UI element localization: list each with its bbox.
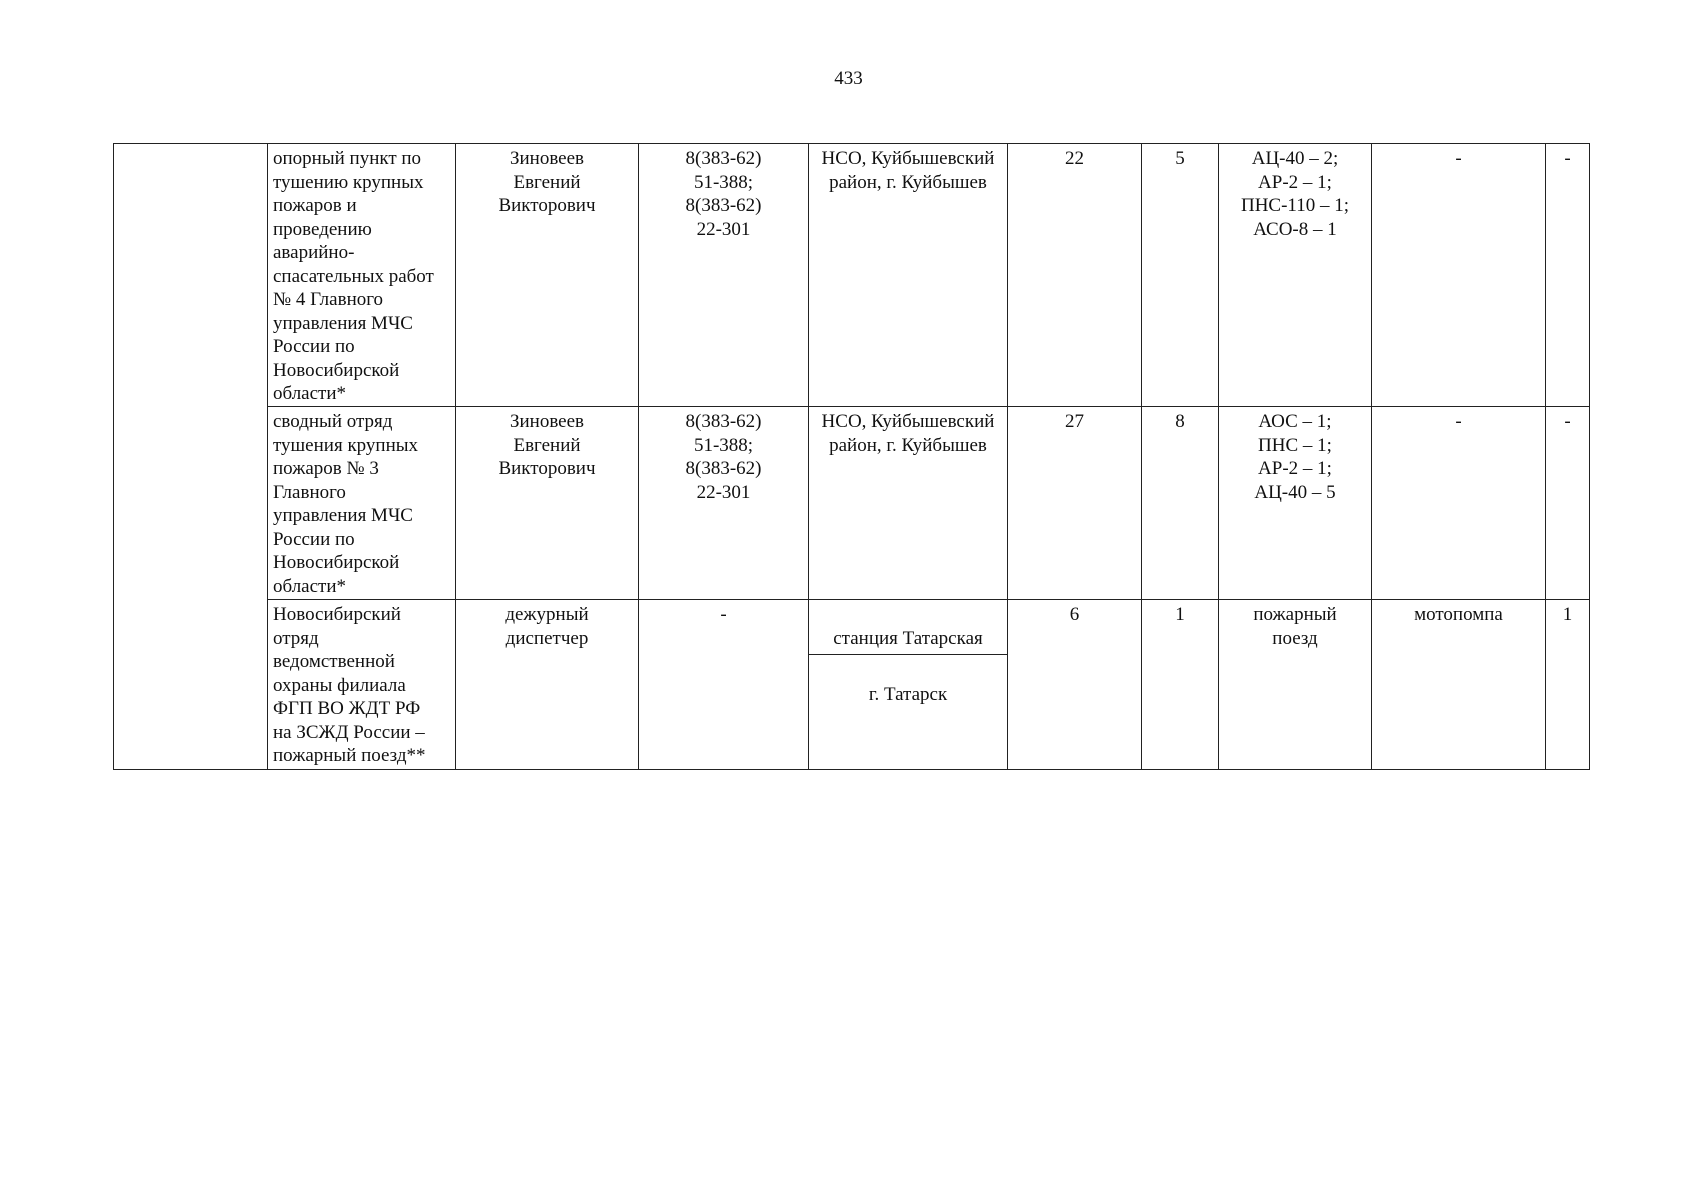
extra-equipment-cell: - (1372, 144, 1546, 407)
table-row (114, 407, 1590, 600)
table-row (114, 600, 1590, 770)
location-station: станция Татарская (809, 627, 1007, 656)
table-row (114, 144, 1590, 407)
phone-cell: 8(383-62) 51-388; 8(383-62) 22-301 (639, 144, 809, 407)
extra-count-cell: - (1546, 407, 1590, 600)
location-cell: НСО, Куйбышевский район, г. Куйбышев (809, 407, 1008, 600)
unit-name-cell: сводный отряд тушения крупных пожаров № 3 Главного управления МЧС России по Новосибирской области* (268, 407, 456, 600)
staff-count-cell: 6 (1008, 600, 1142, 770)
location-cell: НСО, Куйбышевский район, г. Куйбышев (809, 144, 1008, 407)
extra-count-cell: 1 (1546, 600, 1590, 770)
extra-equipment-cell: мотопомпа (1372, 600, 1546, 770)
page-number: 433 (834, 68, 863, 89)
extra-equipment-cell: - (1372, 407, 1546, 600)
shift-count-cell: 5 (1142, 144, 1219, 407)
units-table (113, 143, 1590, 770)
unit-name-cell: опорный пункт по тушению крупных пожаров и проведению аварийно- спасательных работ № 4 Главного управления МЧС России по Новосибирской области* (268, 144, 456, 407)
extra-count-cell: - (1546, 144, 1590, 407)
equipment-cell: АОС – 1; ПНС – 1; АР-2 – 1; АЦ-40 – 5 (1219, 407, 1372, 600)
head-name-cell: дежурный диспетчер (456, 600, 639, 770)
shift-count-cell: 8 (1142, 407, 1219, 600)
head-name-cell: Зиновеев Евгений Викторович (456, 407, 639, 600)
staff-count-cell: 22 (1008, 144, 1142, 407)
phone-cell: - (639, 600, 809, 770)
staff-count-cell: 27 (1008, 407, 1142, 600)
shift-count-cell: 1 (1142, 600, 1219, 770)
location-city: г. Татарск (868, 683, 948, 705)
unit-name-cell: Новосибирский отряд ведомственной охраны филиала ФГП ВО ЖДТ РФ на ЗСЖД России – пожарный поезд** (268, 600, 456, 770)
merged-first-column-cell (114, 144, 268, 770)
equipment-cell: АЦ-40 – 2; АР-2 – 1; ПНС-110 – 1; АСО-8 – 1 (1219, 144, 1372, 407)
location-cell (809, 600, 1008, 770)
equipment-cell: пожарный поезд (1219, 600, 1372, 770)
head-name-cell: Зиновеев Евгений Викторович (456, 144, 639, 407)
phone-cell: 8(383-62) 51-388; 8(383-62) 22-301 (639, 407, 809, 600)
